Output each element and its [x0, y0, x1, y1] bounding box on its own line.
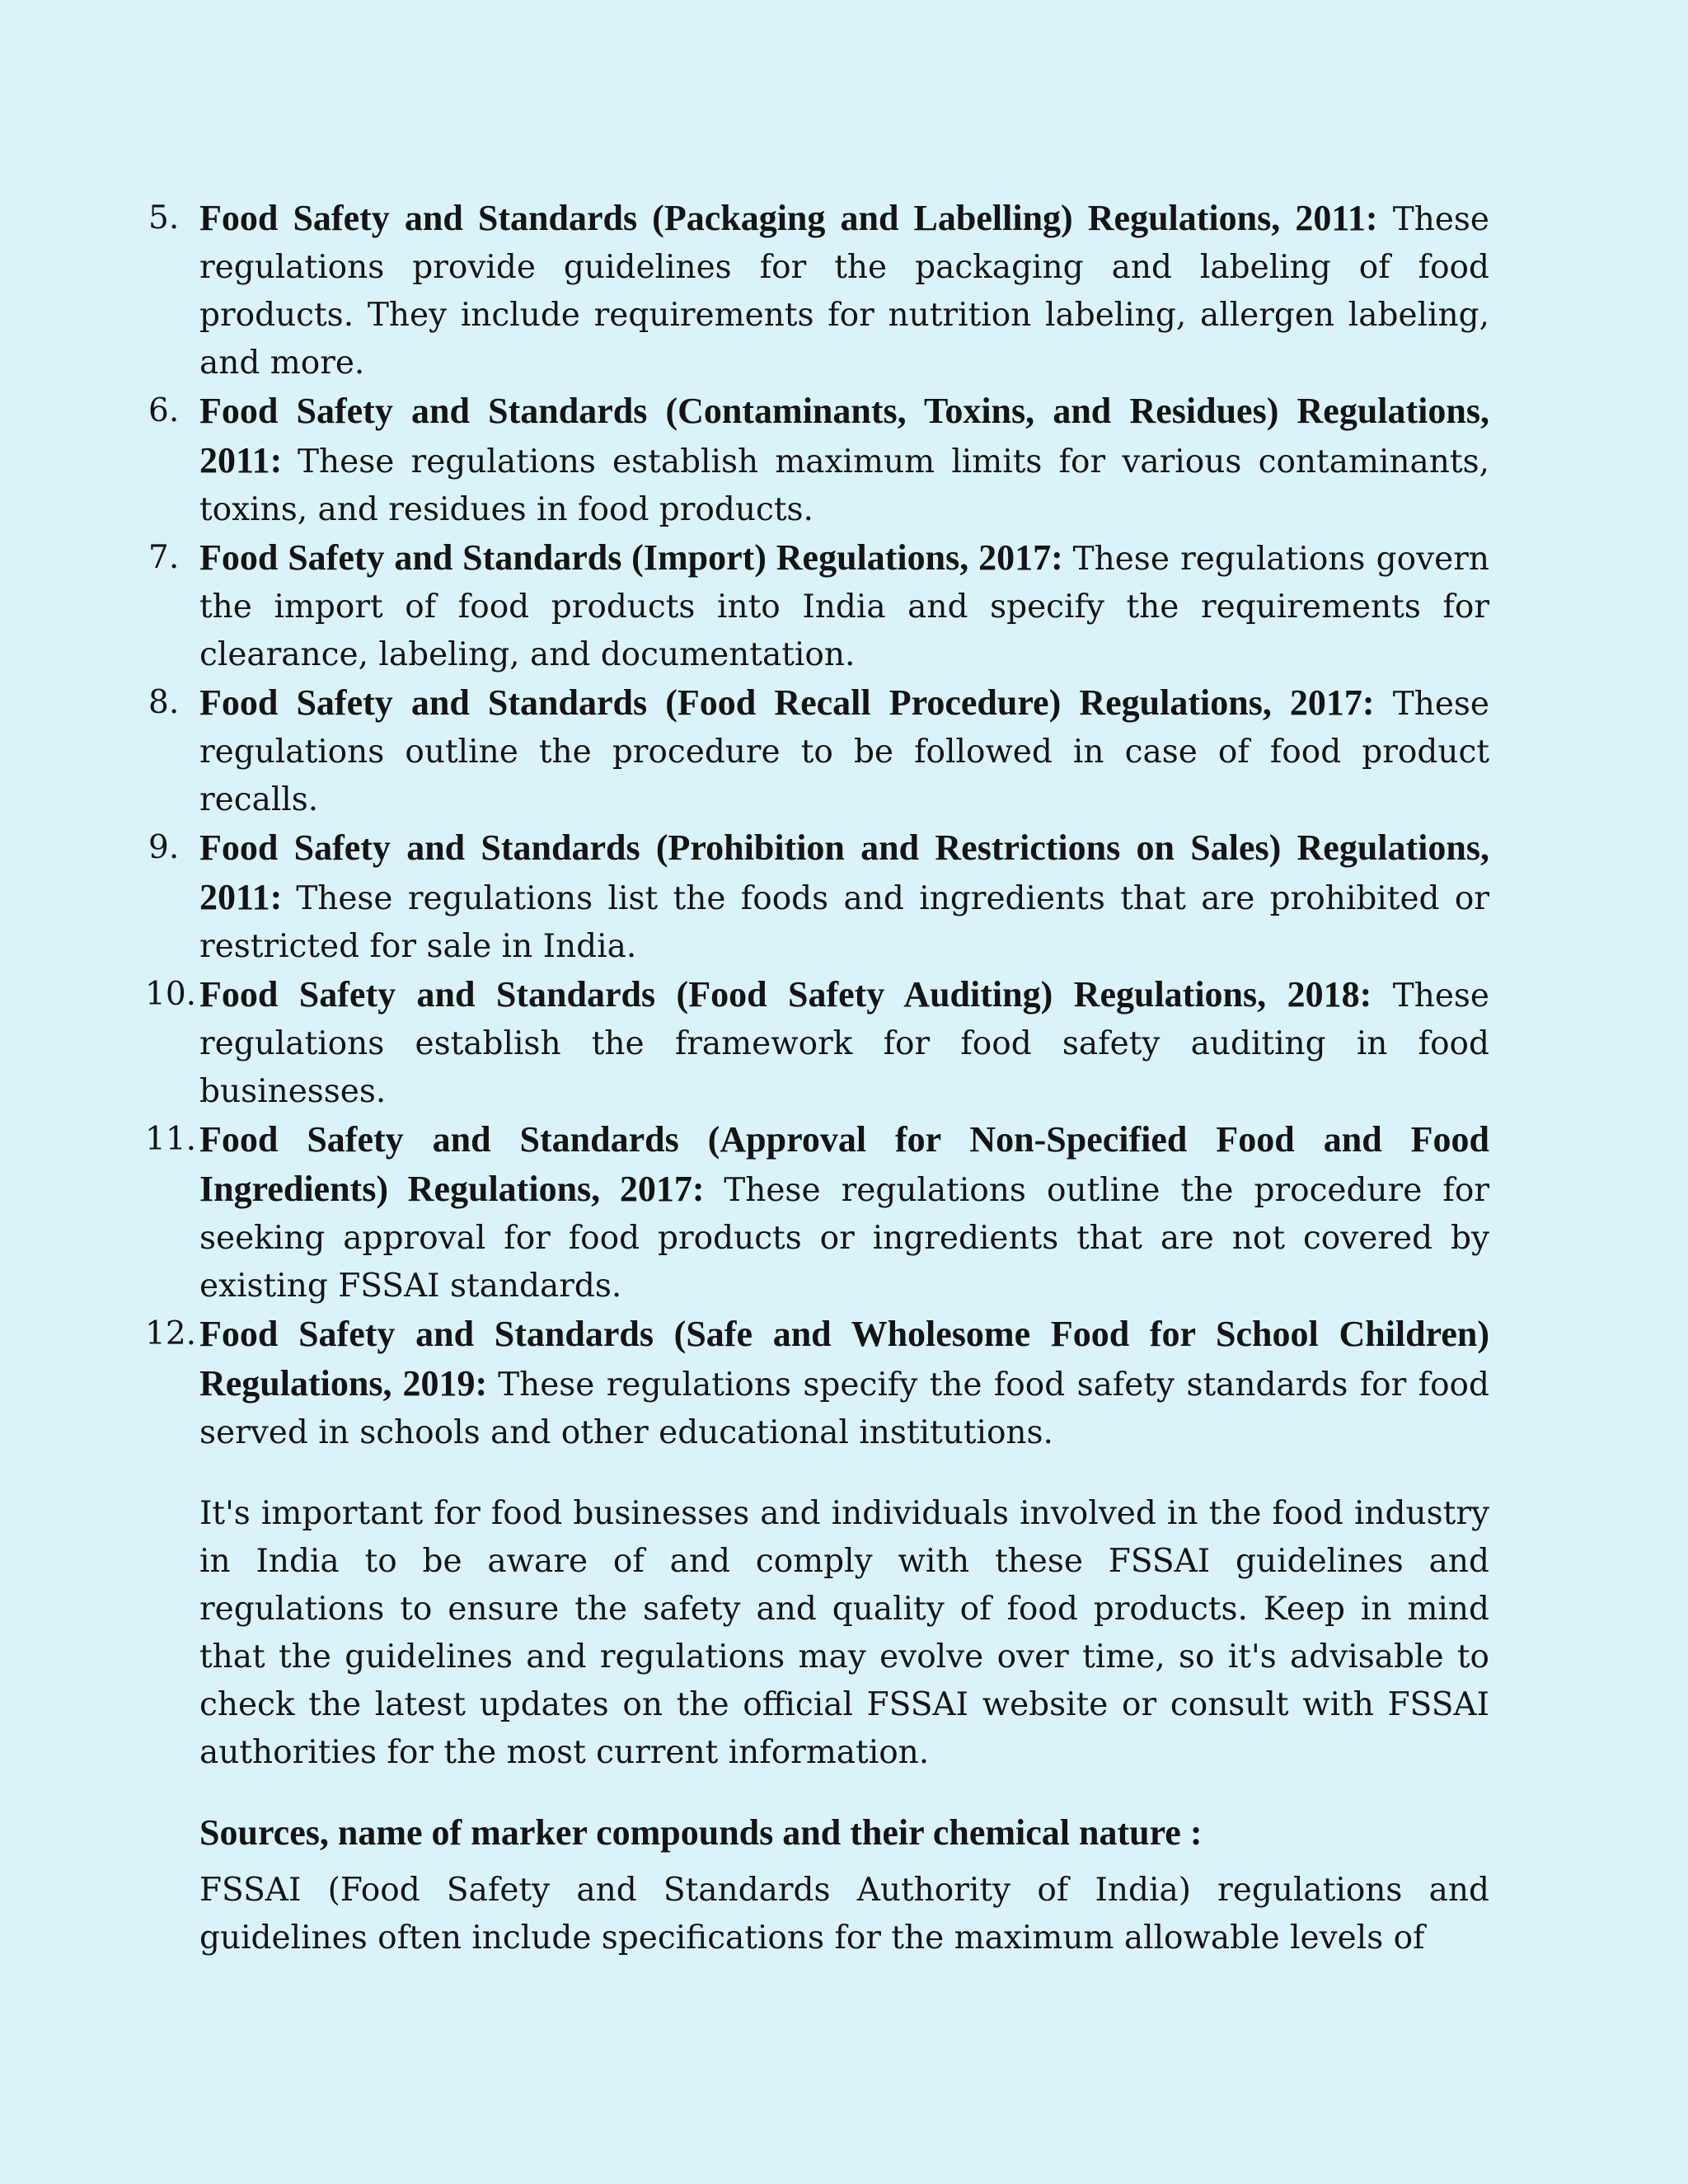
- list-item: [148, 194, 1489, 387]
- list-item-title: Food Safety and Standards (Contaminants, Toxins, and Residues) Regulations, 2011:: [199, 391, 1489, 480]
- list-item-number: 10.: [145, 976, 197, 1013]
- list-item-number: 11.: [145, 1121, 197, 1158]
- list-item-description: These regulations establish the framework for food safety auditing in food businesses.: [199, 977, 1489, 1110]
- list-item-description: These regulations specify the food safety standards for food served in schools and other educational institutions.: [199, 1366, 1490, 1451]
- list-item-title: Food Safety and Standards (Approval for Non-Specified Food and Food Ingredients) Regulations, 2017:: [199, 1119, 1489, 1209]
- list-item-description: These regulations outline the procedure to be followed in case of food product recalls.: [199, 686, 1489, 818]
- list-item-number: 9.: [148, 829, 180, 866]
- list-item-description: These regulations list the foods and ingredients that are prohibited or restricted for sale in India.: [199, 880, 1489, 965]
- list-item-description: These regulations govern the import of food products into India and specify the requirements for clearance, labeling, and documentation.: [199, 541, 1489, 673]
- list-item-number: 5.: [148, 199, 180, 237]
- list-item: [145, 1116, 1489, 1310]
- list-item-title: Food Safety and Standards (Packaging and Labelling) Regulations, 2011:: [199, 198, 1393, 238]
- list-item-description: These regulations provide guidelines for the packaging and labeling of food products. They include requirements for nutrition labeling, allergen labeling, and more.: [199, 201, 1489, 382]
- list-item-title: Food Safety and Standards (Prohibition and Restrictions on Sales) Regulations, 2011:: [199, 827, 1489, 917]
- list-item: [145, 1310, 1490, 1457]
- list-item: [148, 534, 1489, 679]
- list-item: [148, 824, 1489, 971]
- list-item-number: 8.: [148, 684, 180, 721]
- list-item-title: Food Safety and Standards (Safe and Wholesome Food for School Children) Regulations, 2019:: [199, 1314, 1489, 1404]
- list-item-description: These regulations outline the procedure for seeking approval for food products or ingredients that are not covered by existing FSSAI standards.: [199, 1172, 1489, 1305]
- list-item-title: Food Safety and Standards (Import) Regulations, 2017:: [199, 537, 1073, 578]
- list-item: [148, 387, 1489, 534]
- closing-paragraph: It's important for food businesses and individuals involved in the food industry in India to be aware of and comply with these FSSAI guidelines and regulations to ensure the safety and quality of food products. Keep in mind that the guidelines and regulations may evolve over time, so it's advisable to check the latest updates on the official FSSAI website or consult with FSSAI authorities for the most current information.: [199, 1495, 1489, 1771]
- list-item-number: 12.: [145, 1315, 197, 1352]
- list-item-title: Food Safety and Standards (Food Recall Procedure) Regulations, 2017:: [199, 682, 1393, 723]
- list-item-number: 6.: [148, 392, 180, 429]
- page-content: [145, 194, 1490, 1994]
- list-item-description: These regulations establish maximum limits for various contaminants, toxins, and residues in food products.: [199, 443, 1489, 528]
- section-paragraph: FSSAI (Food Safety and Standards Authority of India) regulations and guidelines often include specifications for the maximum allowable levels of: [199, 1872, 1489, 1957]
- list-item-title: Food Safety and Standards (Food Safety Auditing) Regulations, 2018:: [199, 974, 1393, 1015]
- list-item: [148, 679, 1489, 824]
- section-heading: Sources, name of marker compounds and their chemical nature :: [199, 1812, 1203, 1853]
- list-item-number: 7.: [148, 539, 180, 576]
- regulations-list: [145, 194, 1490, 1457]
- list-item: [145, 971, 1489, 1116]
